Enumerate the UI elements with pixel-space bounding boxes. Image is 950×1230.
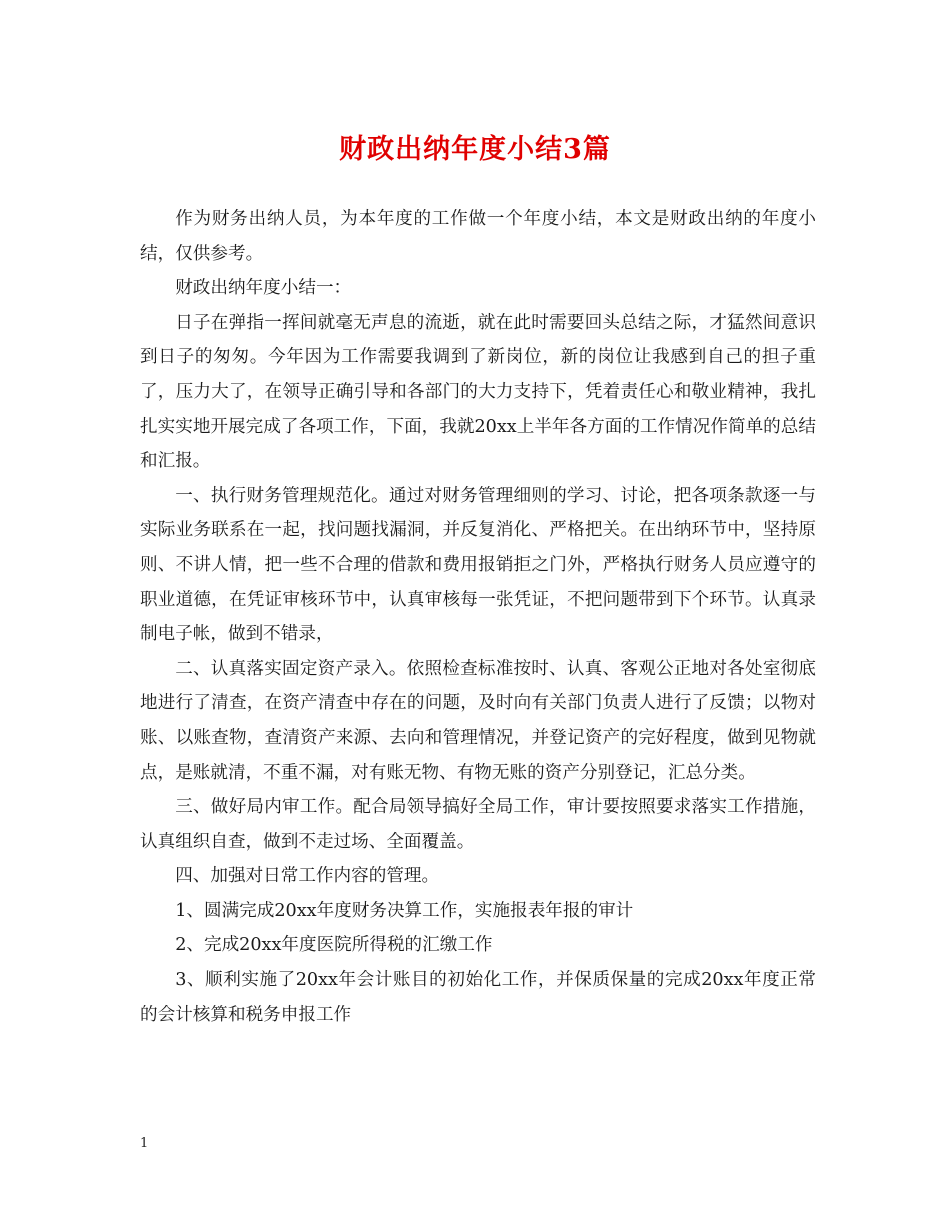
paragraph-opening: 日子在弹指一挥间就毫无声息的流逝，就在此时需要回头总结之际，才猛然间意识到日子的匆匆。今年因为工作需要我调到了新岗位，新的岗位让我感到自己的担子重了，压力大了，在领导正确引导和各部门的大力支持下，凭着责任心和敬业精神，我扎扎实实地开展完成了各项工作，下面，我就20xx上半年各方面的工作情况作简单的总结和汇报。 <box>140 312 816 472</box>
paragraph-item-2: 二、认真落实固定资产录入。依照检查标准按时、认真、客观公正地对各处室彻底地进行了清查，在资产清查中存在的问题，及时向有关部门负责人进行了反馈；以物对账、以账查物，查清资产来源、去向和管理情况，并登记资产的完好程度，做到见物就点，是账就清，不重不漏，对有账无物、有物无账的资产分别登记，汇总分类。 <box>140 658 816 783</box>
paragraph-item-4: 四、加强对日常工作内容的管理。 <box>175 866 440 887</box>
document-body <box>140 202 816 1032</box>
paragraph-intro: 作为财务出纳人员，为本年度的工作做一个年度小结，本文是财政出纳的年度小结，仅供参考。 <box>140 209 816 264</box>
paragraph-subitem-2: 2、完成20xx年度医院所得税的汇缴工作 <box>175 935 493 956</box>
paragraph-item-3: 三、做好局内审工作。配合局领导搞好全局工作，审计要按照要求落实工作措施，认真组织自查，做到不走过场、全面覆盖。 <box>140 797 816 852</box>
paragraph-section-heading: 财政出纳年度小结一： <box>175 278 352 299</box>
document-title: 财政出纳年度小结3篇 <box>339 134 611 165</box>
paragraph-subitem-1: 1、圆满完成20xx年度财务决算工作，实施报表年报的审计 <box>175 900 634 921</box>
paragraph-subitem-3: 3、顺利实施了20xx年会计账目的初始化工作，并保质保量的完成20xx年度正常的会计核算和税务申报工作 <box>140 970 816 1025</box>
page-number: 1 <box>140 1136 149 1151</box>
paragraph-item-1: 一、执行财务管理规范化。通过对财务管理细则的学习、讨论，把各项条款逐一与实际业务联系在一起，找问题找漏洞，并反复消化、严格把关。在出纳环节中，坚持原则、不讲人情，把一些不合理的借款和费用报销拒之门外，严格执行财务人员应遵守的职业道德，在凭证审核环节中，认真审核每一张凭证，不把问题带到下个环节。认真录制电子帐，做到不错录， <box>140 485 816 645</box>
